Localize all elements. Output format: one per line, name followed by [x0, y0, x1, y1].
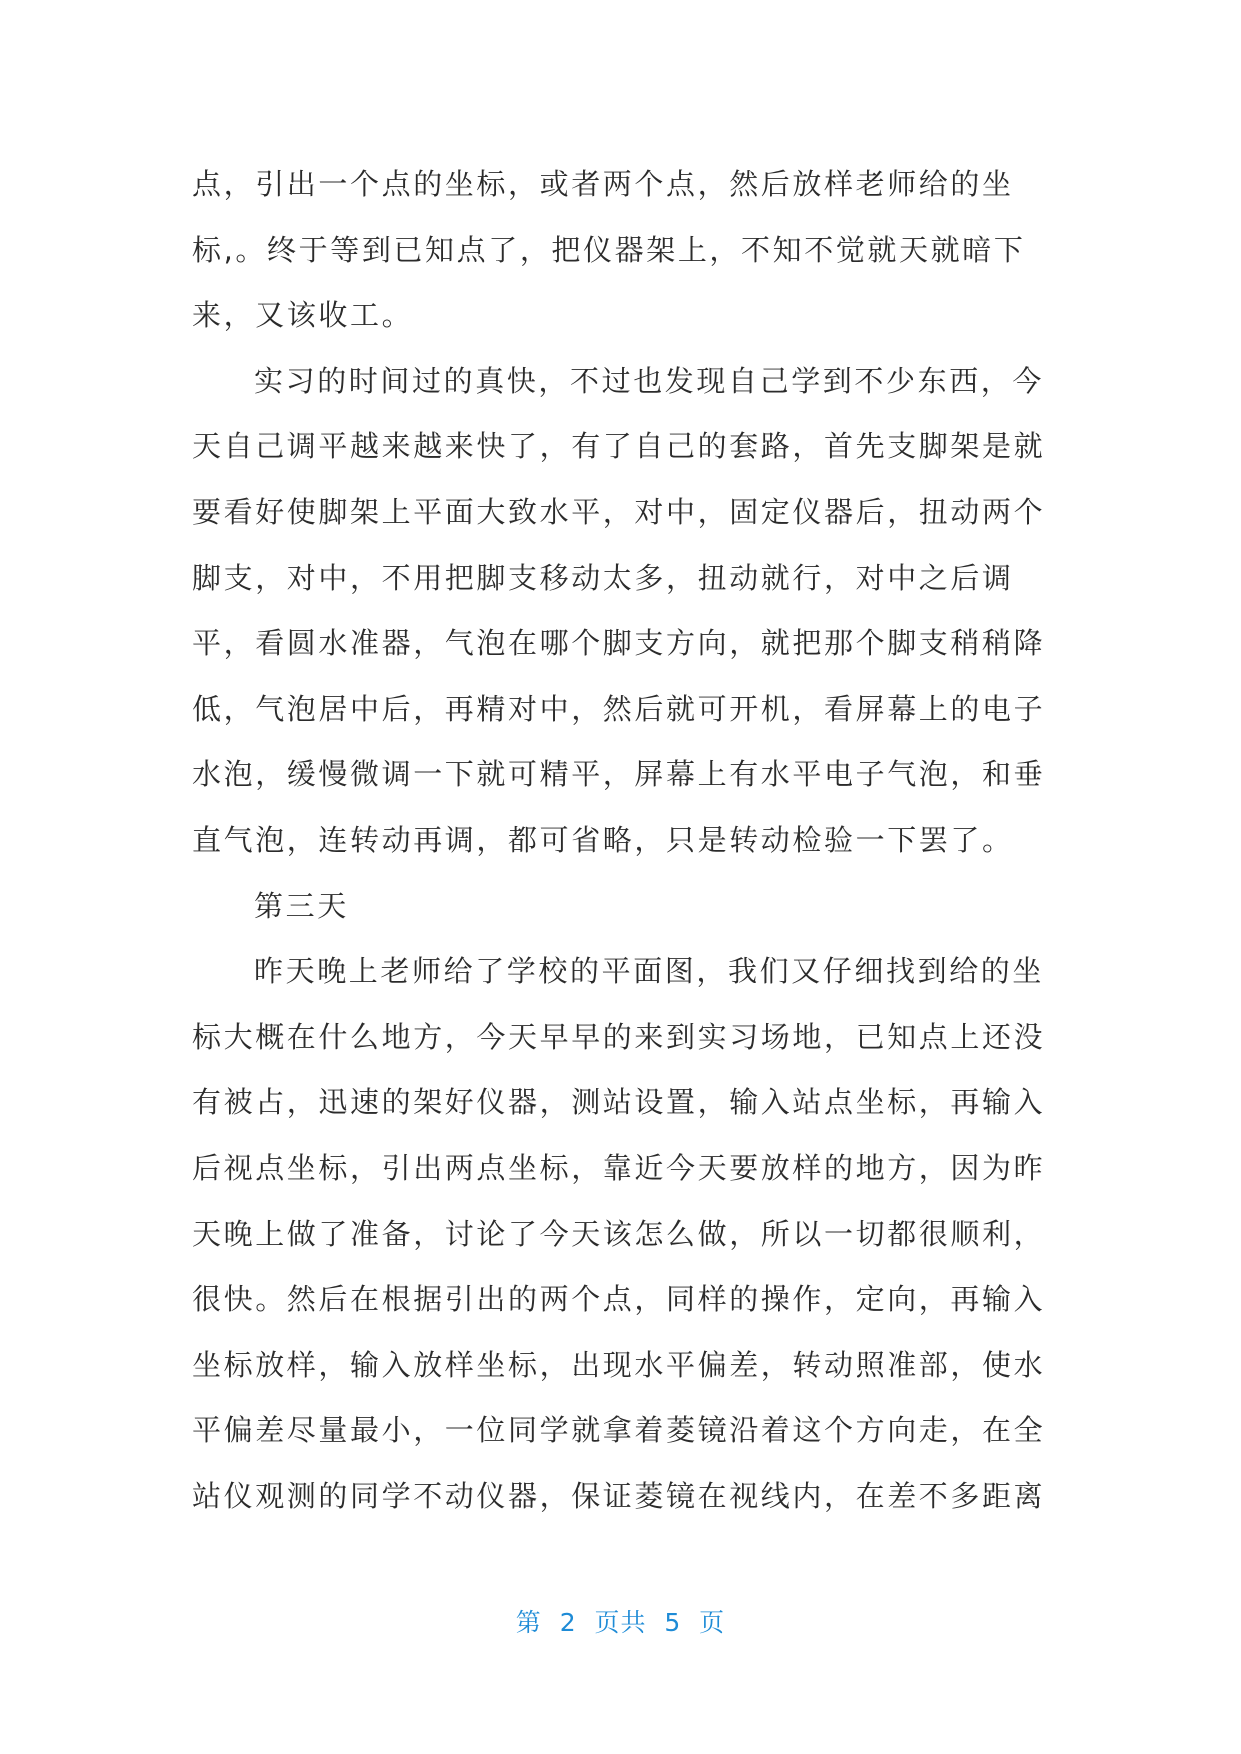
- text-line-9: 低，气泡居中后，再精对中，然后就可开机，看屏幕上的电子: [192, 691, 1046, 726]
- text-line-14: 标大概在什么地方，今天早早的来到实习场地，已知点上还没: [192, 1019, 1046, 1054]
- text-line-8: 平，看圆水准器，气泡在哪个脚支方向，就把那个脚支稍稍降: [192, 626, 1046, 661]
- text-line-16: 后视点坐标，引出两点坐标，靠近今天要放样的地方，因为昨: [192, 1150, 1046, 1185]
- section-heading-day-3: 第三天: [254, 888, 349, 923]
- text-line-19: 坐标放样，输入放样坐标，出现水平偏差，转动照准部，使水: [192, 1347, 1046, 1382]
- text-line-15: 有被占，迅速的架好仪器，测站设置，输入站点坐标，再输入: [192, 1085, 1046, 1120]
- text-line-18: 很快。然后在根据引出的两个点，同样的操作，定向，再输入: [192, 1282, 1046, 1317]
- text-line-21: 站仪观测的同学不动仪器，保证菱镜在视线内，在差不多距离: [192, 1478, 1046, 1513]
- text-line-13: 昨天晚上老师给了学校的平面图，我们又仔细找到给的坐: [254, 954, 1045, 989]
- body-text: [192, 152, 1046, 1529]
- text-line-17: 天晚上做了准备，讨论了今天该怎么做，所以一切都很顺利，: [192, 1216, 1046, 1251]
- text-line-3: 来，又该收工。: [192, 298, 414, 333]
- text-line-10: 水泡，缓慢微调一下就可精平，屏幕上有水平电子气泡，和垂: [192, 757, 1046, 792]
- text-line-5: 天自己调平越来越来快了，有了自己的套路，首先支脚架是就: [192, 429, 1046, 464]
- text-line-7: 脚支，对中，不用把脚支移动太多，扭动就行，对中之后调: [192, 560, 1014, 595]
- text-line-1: 点，引出一个点的坐标，或者两个点，然后放样老师给的坐: [192, 167, 1014, 201]
- text-line-11: 直气泡，连转动再调，都可省略，只是转动检验一下罢了。: [192, 822, 1014, 857]
- text-line-2: 标,。终于等到已知点了，把仪器架上，不知不觉就天就暗下: [192, 232, 1026, 267]
- text-line-6: 要看好使脚架上平面大致水平，对中，固定仪器后，扭动两个: [192, 494, 1046, 529]
- page-number-footer: 第 2 页共 5 页: [515, 1608, 726, 1637]
- text-line-20: 平偏差尽量最小，一位同学就拿着菱镜沿着这个方向走，在全: [192, 1413, 1046, 1448]
- text-line-4: 实习的时间过的真快，不过也发现自己学到不少东西，今: [254, 363, 1045, 398]
